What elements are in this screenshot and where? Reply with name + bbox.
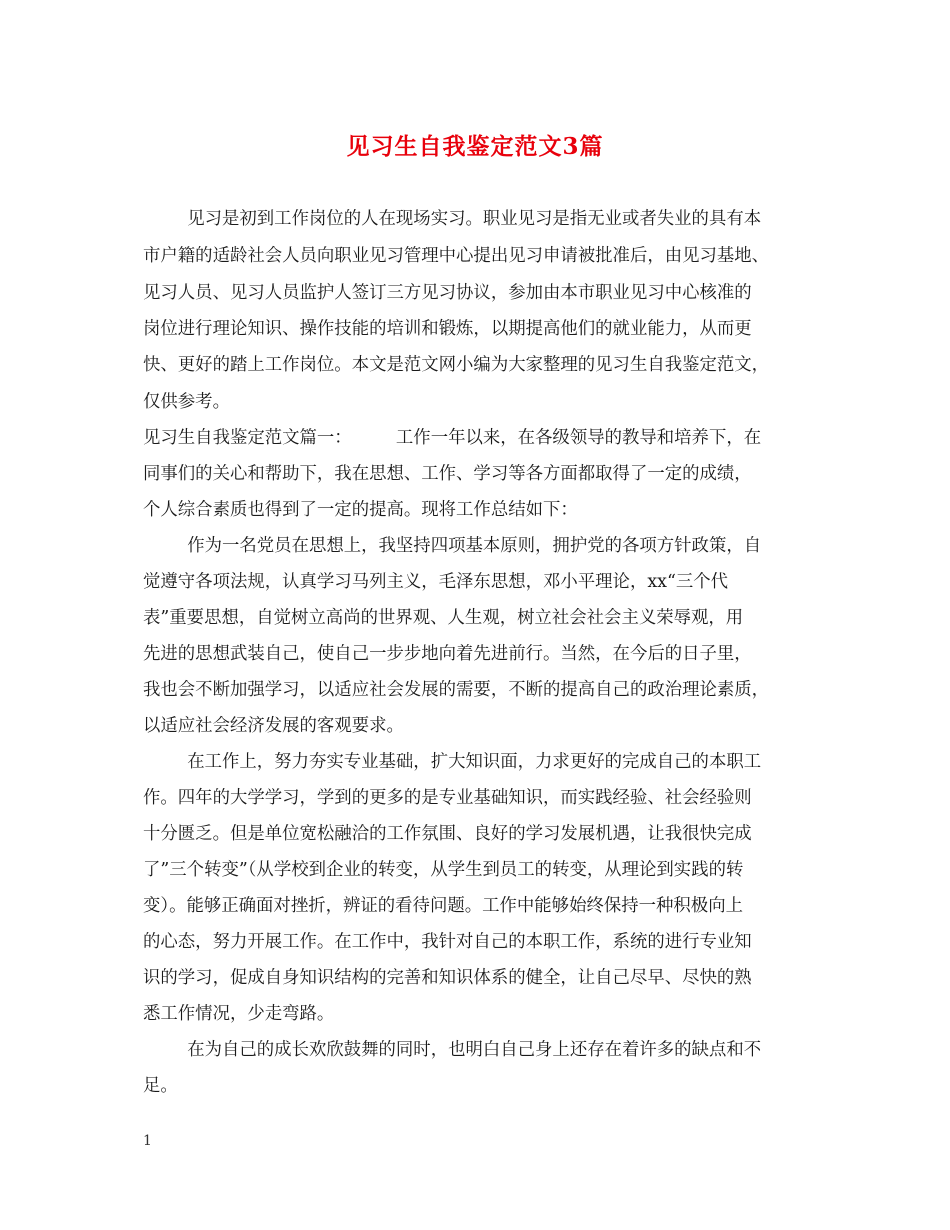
- text-line: 作。四年的大学学习，学到的更多的是专业基础知识，而实践经验、社会经验则: [143, 788, 752, 808]
- text-line: 觉遵守各项法规，认真学习马列主义，毛泽东思想，邓小平理论，xx“三个代: [143, 572, 729, 592]
- text-line: 十分匮乏。但是单位宽松融洽的工作氛围、良好的学习发展机遇，让我很快完成: [143, 824, 752, 844]
- text-line: 以适应社会经济发展的客观要求。: [143, 716, 404, 736]
- text-line: 个人综合素质也得到了一定的提高。现将工作总结如下：: [143, 500, 578, 520]
- text-line: 仅供参考。: [143, 392, 230, 412]
- text-line: 见习是初到工作岗位的人在现场实习。职业见习是指无业或者失业的具有本: [143, 209, 762, 229]
- document-title: 见习生自我鉴定范文3篇: [346, 133, 604, 160]
- text-line: 快、更好的踏上工作岗位。本文是范文网小编为大家整理的见习生自我鉴定范文，: [143, 355, 770, 375]
- text-line: 识的学习，促成自身知识结构的完善和知识体系的健全，让自己尽早、尽快的熟: [143, 968, 752, 988]
- text-line: 了”三个转变”（从学校到企业的转变，从学生到员工的转变，从理论到实践的转: [143, 860, 744, 880]
- text-line: 在为自己的成长欢欣鼓舞的同时，也明白自己身上还存在着许多的缺点和不: [143, 1040, 762, 1060]
- text-line: 见习生自我鉴定范文篇一： 工作一年以来，在各级领导的教导和培养下，在: [143, 428, 762, 448]
- text-line: 我也会不断加强学习，以适应社会发展的需要，不断的提高自己的政治理论素质，: [143, 680, 770, 700]
- text-line: 岗位进行理论知识、操作技能的培训和锻炼，以期提高他们的就业能力，从而更: [143, 319, 752, 339]
- text-line: 的心态，努力开展工作。在工作中，我针对自己的本职工作，系统的进行专业知: [143, 932, 752, 952]
- text-line: 变）。能够正确面对挫折，辨证的看待问题。工作中能够始终保持一种积极向上: [143, 896, 743, 916]
- text-line: 同事们的关心和帮助下，我在思想、工作、学习等各方面都取得了一定的成绩，: [143, 464, 752, 484]
- text-line: 见习人员、见习人员监护人签订三方见习协议，参加由本市职业见习中心核准的: [143, 283, 752, 303]
- text-line: 在工作上，努力夯实专业基础，扩大知识面，力求更好的完成自己的本职工: [143, 752, 762, 772]
- page-number: 1: [143, 1133, 152, 1149]
- text-line: 表”重要思想，自觉树立高尚的世界观、人生观，树立社会社会主义荣辱观，用: [143, 608, 744, 628]
- text-line: 先进的思想武装自己，使自己一步步地向着先进前行。当然，在今后的日子里，: [143, 644, 752, 664]
- text-line: 悉工作情况，少走弯路。: [143, 1004, 335, 1024]
- text-line: 足。: [143, 1076, 178, 1096]
- text-line: 作为一名党员在思想上，我坚持四项基本原则，拥护党的各项方针政策，自: [143, 536, 762, 556]
- text-line: 市户籍的适龄社会人员向职业见习管理中心提出见习申请被批准后，由见习基地、: [143, 246, 770, 266]
